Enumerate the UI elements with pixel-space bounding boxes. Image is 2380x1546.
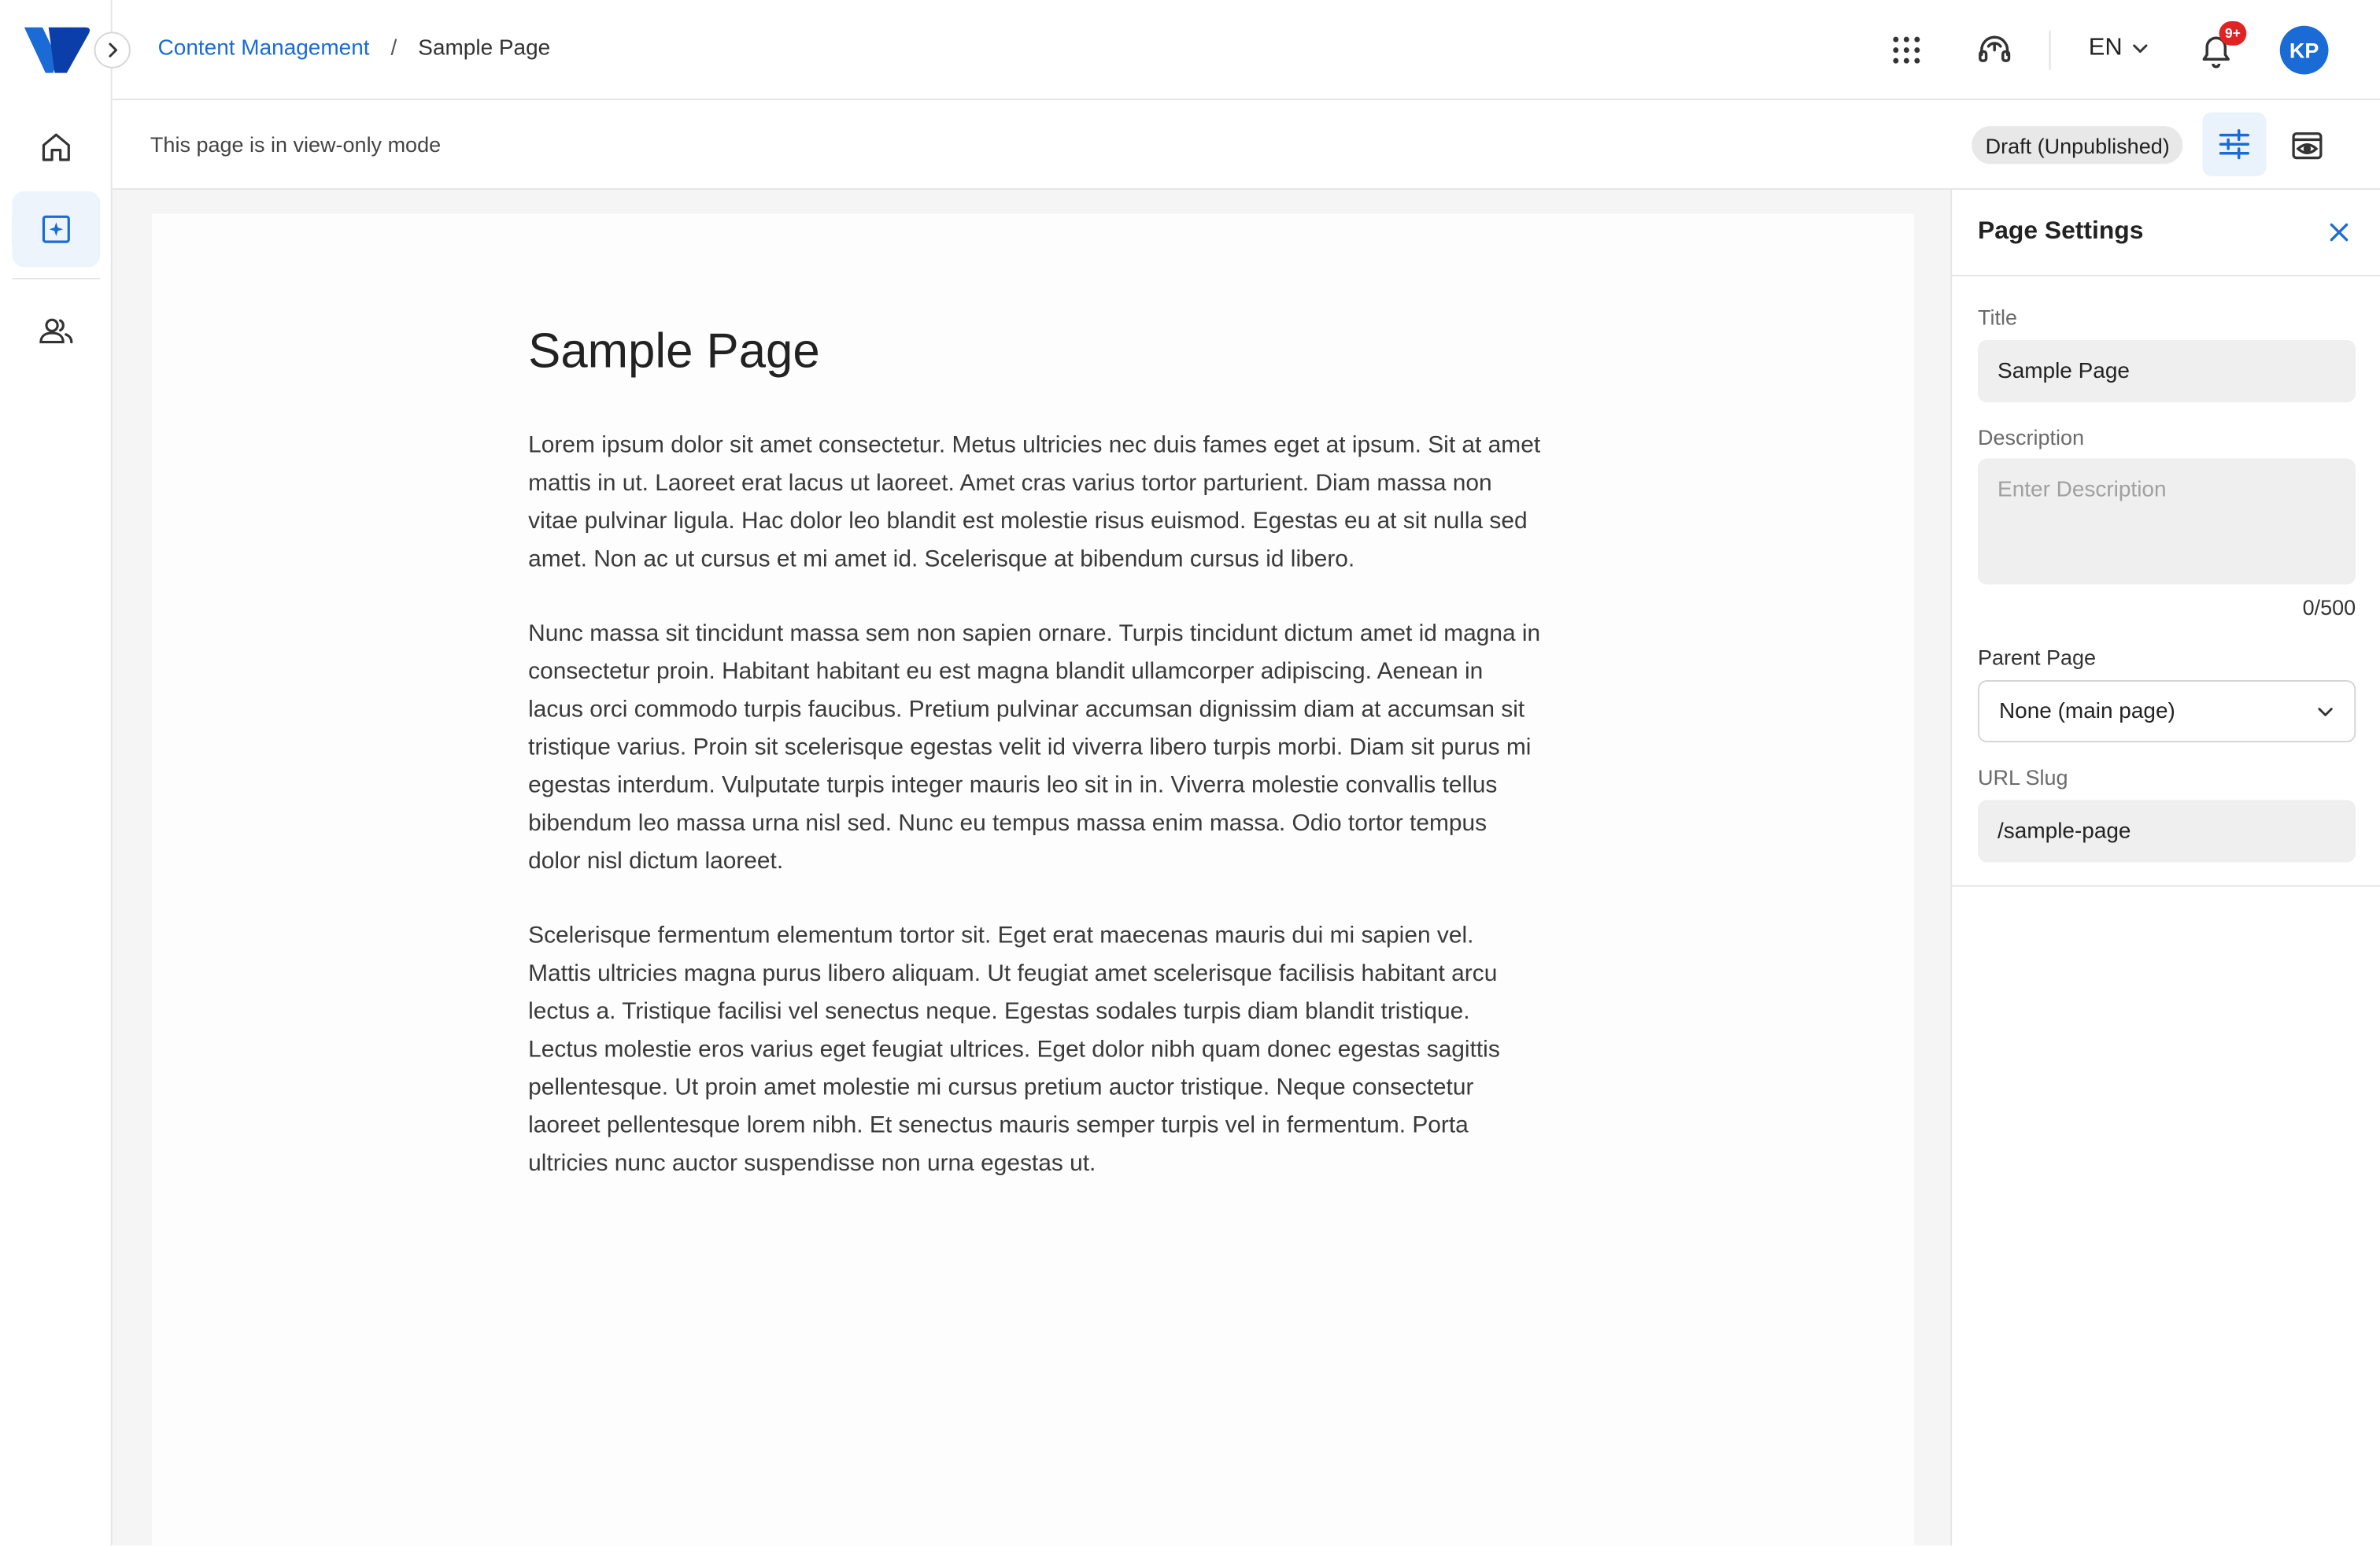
document-paragraph: Nunc massa sit tincidunt massa sem non sapien ornare. Turpis tincidunt dictum amet id magna in consectetur proin. Habitant habitant eu est magna blandit ullamcorper adipiscing. Aenean in lacus orci commodo turpis faucibus. Pretium pulvinar accumsan dignissim diam at accumsan sit tristique varius. Proin sit scelerisque egestas velit id viverra libero turpis morbi. Diam sit purus mi egestas interdum. Vulputate turpis integer mauris leo sit in in. Viverra molestie convallis tellus bibendum leo massa urna nisl sed. Nunc eu tempus massa enim massa. Odio tortor tempus dolor nisl dictum laoreet. (528, 620, 1541, 875)
close-panel-button[interactable] (2324, 217, 2355, 248)
rail-item-home[interactable] (12, 109, 100, 185)
page-document (152, 214, 1914, 1545)
breadcrumb-current: Sample Page (418, 36, 551, 61)
document-paragraph: Lorem ipsum dolor sit amet consectetur. Metus ultricies nec duis fames eget at ipsum. Sit at amet mattis in ut. Laoreet erat lacus ut laoreet. Amet cras varius tortor parturient. Diam massa non vitae pulvinar ligula. Hac dolor leo blandit est molestie risus euismod. Egestas eu at sit nulla sed amet. Non ac ut cursus et mi amet id. Scelerisque at bibendum cursus id libero. (528, 432, 1541, 573)
apps-button[interactable] (1885, 29, 1927, 72)
title-label: Title (1977, 305, 2017, 330)
panel-title: Page Settings (1977, 216, 2144, 245)
support-button[interactable] (1973, 29, 2016, 72)
support-headset-icon (1976, 32, 2012, 68)
parent-page-label: Parent Page (1977, 645, 2097, 670)
avatar[interactable]: KP (2280, 26, 2329, 75)
language-selector[interactable] (2089, 35, 2150, 62)
sliders-icon (2218, 128, 2251, 161)
page-settings-panel (1950, 190, 2380, 1545)
parent-page-select[interactable] (1978, 680, 2356, 742)
rail-item-users[interactable] (12, 293, 100, 368)
chevron-down-icon (2316, 702, 2334, 720)
logo-icon (24, 23, 91, 77)
topbar-divider (2049, 31, 2051, 70)
notification-badge: 9+ (2219, 21, 2247, 46)
title-value: Sample Page (1998, 359, 2130, 383)
description-field (1978, 458, 2356, 584)
page-settings-toggle-button[interactable] (2202, 113, 2266, 176)
description-label: Description (1977, 425, 2085, 449)
chevron-down-icon (2131, 39, 2149, 57)
document-paragraph: Scelerisque fermentum elementum tortor sit. Eget erat maecenas mauris dui mi sapien vel. Mattis ultricies magna purus libero aliquam. Ut feugiat amet scelerisque facilisis habitant arcu lectus a. Tristique facilisi vel senectus neque. Egestas sodales turpis diam blandit tristique. Lectus molestie eros varius eget feugiat ultrices. Eget dolor nibh quam donec egestas sagittis pellentesque. Ut proin amet molestie mi cursus pretium auctor tristique. Neque consectetur laoreet pellentesque lorem nibh. Et senectus mauris semper turpis vel in fermentum. Porta ultricies nunc auctor suspendisse non urna egestas ut. (528, 923, 1500, 1177)
expand-sidebar-button[interactable] (94, 32, 131, 68)
description-counter: 0/500 (2302, 595, 2356, 620)
parent-page-value: None (main page) (1998, 699, 2175, 723)
document-body (528, 427, 1542, 1219)
document-title: Sample Page (528, 323, 820, 379)
chevron-right-icon (103, 41, 121, 59)
panel-header (1952, 190, 2380, 276)
preview-eye-icon (2290, 129, 2323, 162)
apps-grid-icon (1891, 35, 1922, 65)
view-mode-notice: This page is in view-only mode (150, 131, 442, 157)
page-toolbar (113, 100, 2380, 190)
title-field (1978, 340, 2356, 402)
rail-divider (12, 278, 100, 279)
breadcrumb-separator: / (390, 36, 397, 61)
breadcrumb-parent-link[interactable]: Content Management (157, 36, 370, 61)
home-icon (39, 131, 72, 164)
language-label: EN (2088, 35, 2123, 61)
users-icon (38, 314, 74, 347)
panel-divider (1952, 885, 2380, 886)
left-rail (0, 0, 113, 1545)
status-badge: Draft (Unpublished) (1972, 126, 2183, 164)
url-slug-field (1978, 800, 2356, 862)
editor-canvas (113, 190, 1951, 1545)
content-icon (39, 213, 72, 246)
top-bar (113, 0, 2380, 100)
url-slug-value: /sample-page (1998, 819, 2131, 844)
preview-button[interactable] (2286, 124, 2328, 167)
close-icon (2328, 222, 2349, 243)
url-slug-label: URL Slug (1977, 765, 2068, 790)
rail-item-content[interactable] (12, 191, 100, 267)
breadcrumb (158, 36, 551, 61)
description-placeholder: Enter Description (1998, 478, 2167, 503)
